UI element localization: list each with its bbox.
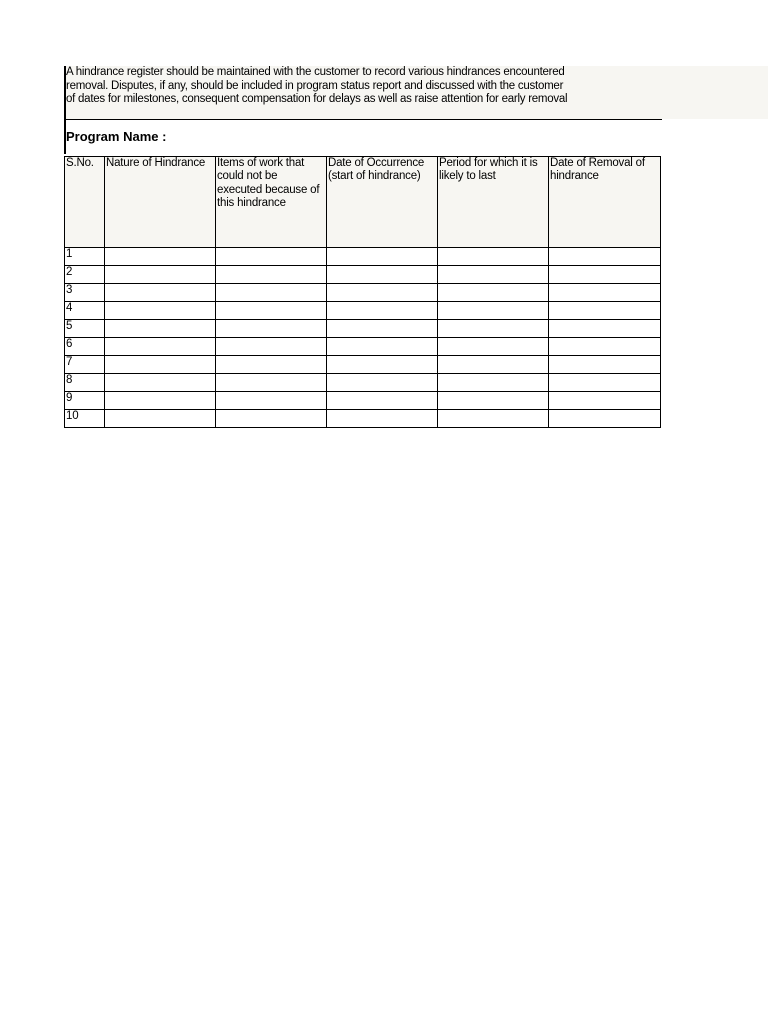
row-number-cell: 1	[65, 248, 105, 266]
table-body	[65, 248, 661, 428]
empty-cell[interactable]	[216, 356, 327, 374]
empty-cell[interactable]	[438, 392, 549, 410]
empty-cell[interactable]	[216, 248, 327, 266]
empty-cell[interactable]	[105, 266, 216, 284]
empty-cell[interactable]	[549, 284, 661, 302]
empty-cell[interactable]	[438, 266, 549, 284]
header-date-of-removal: Date of Removal of hindrance	[549, 157, 661, 248]
empty-cell[interactable]	[438, 356, 549, 374]
empty-cell[interactable]	[105, 302, 216, 320]
empty-cell[interactable]	[327, 266, 438, 284]
empty-cell[interactable]	[105, 338, 216, 356]
table-row	[65, 320, 661, 338]
empty-cell[interactable]	[438, 410, 549, 428]
empty-cell[interactable]	[549, 374, 661, 392]
empty-cell[interactable]	[438, 248, 549, 266]
intro-line: removal. Disputes, if any, should be included in program status report and discussed with the customer	[66, 79, 564, 92]
empty-cell[interactable]	[105, 284, 216, 302]
empty-cell[interactable]	[438, 302, 549, 320]
intro-text	[66, 66, 660, 119]
intro-line: of dates for milestones, consequent compensation for delays as well as raise attention for early removal	[66, 93, 568, 105]
program-name-label: Program Name :	[66, 129, 167, 144]
empty-cell[interactable]	[216, 338, 327, 356]
intro-bottom-rule	[64, 119, 662, 120]
empty-cell[interactable]	[438, 284, 549, 302]
empty-cell[interactable]	[549, 356, 661, 374]
row-number-cell: 3	[65, 284, 105, 302]
row-number-cell: 8	[65, 374, 105, 392]
intro-block	[64, 66, 768, 119]
empty-cell[interactable]	[216, 410, 327, 428]
row-number-cell: 6	[65, 338, 105, 356]
empty-cell[interactable]	[327, 374, 438, 392]
empty-cell[interactable]	[549, 410, 661, 428]
table-row	[65, 338, 661, 356]
empty-cell[interactable]	[438, 338, 549, 356]
table-header-row	[65, 157, 661, 248]
table-row	[65, 392, 661, 410]
row-number-cell: 4	[65, 302, 105, 320]
empty-cell[interactable]	[105, 374, 216, 392]
empty-cell[interactable]	[549, 302, 661, 320]
empty-cell[interactable]	[549, 266, 661, 284]
empty-cell[interactable]	[549, 248, 661, 266]
empty-cell[interactable]	[105, 410, 216, 428]
empty-cell[interactable]	[327, 338, 438, 356]
empty-cell[interactable]	[327, 392, 438, 410]
table-row	[65, 374, 661, 392]
empty-cell[interactable]	[438, 374, 549, 392]
header-nature-of-hindrance: Nature of Hindrance	[105, 157, 216, 248]
empty-cell[interactable]	[327, 284, 438, 302]
empty-cell[interactable]	[549, 338, 661, 356]
empty-cell[interactable]	[216, 284, 327, 302]
empty-cell[interactable]	[216, 302, 327, 320]
empty-cell[interactable]	[216, 392, 327, 410]
empty-cell[interactable]	[549, 392, 661, 410]
empty-cell[interactable]	[105, 356, 216, 374]
empty-cell[interactable]	[216, 374, 327, 392]
header-date-of-occurrence: Date of Occurrence (start of hindrance)	[327, 157, 438, 248]
table-row	[65, 248, 661, 266]
table-row	[65, 284, 661, 302]
hindrance-register-table	[64, 156, 661, 428]
empty-cell[interactable]	[327, 356, 438, 374]
empty-cell[interactable]	[216, 320, 327, 338]
table-row	[65, 302, 661, 320]
table-row	[65, 356, 661, 374]
table-row	[65, 266, 661, 284]
header-period-likely-to-last: Period for which it is likely to last	[438, 157, 549, 248]
row-number-cell: 10	[65, 410, 105, 428]
row-number-cell: 7	[65, 356, 105, 374]
empty-cell[interactable]	[105, 392, 216, 410]
empty-cell[interactable]	[438, 320, 549, 338]
empty-cell[interactable]	[216, 266, 327, 284]
empty-cell[interactable]	[327, 248, 438, 266]
header-sno: S.No.	[65, 157, 105, 248]
empty-cell[interactable]	[105, 248, 216, 266]
empty-cell[interactable]	[327, 320, 438, 338]
intro-line: A hindrance register should be maintained with the customer to record various hindrances encountered	[66, 66, 565, 78]
empty-cell[interactable]	[327, 410, 438, 428]
row-number-cell: 9	[65, 392, 105, 410]
header-items-of-work: Items of work that could not be executed because of this hindrance	[216, 157, 327, 248]
row-number-cell: 5	[65, 320, 105, 338]
row-number-cell: 2	[65, 266, 105, 284]
empty-cell[interactable]	[549, 320, 661, 338]
empty-cell[interactable]	[327, 302, 438, 320]
empty-cell[interactable]	[105, 320, 216, 338]
table-row	[65, 410, 661, 428]
